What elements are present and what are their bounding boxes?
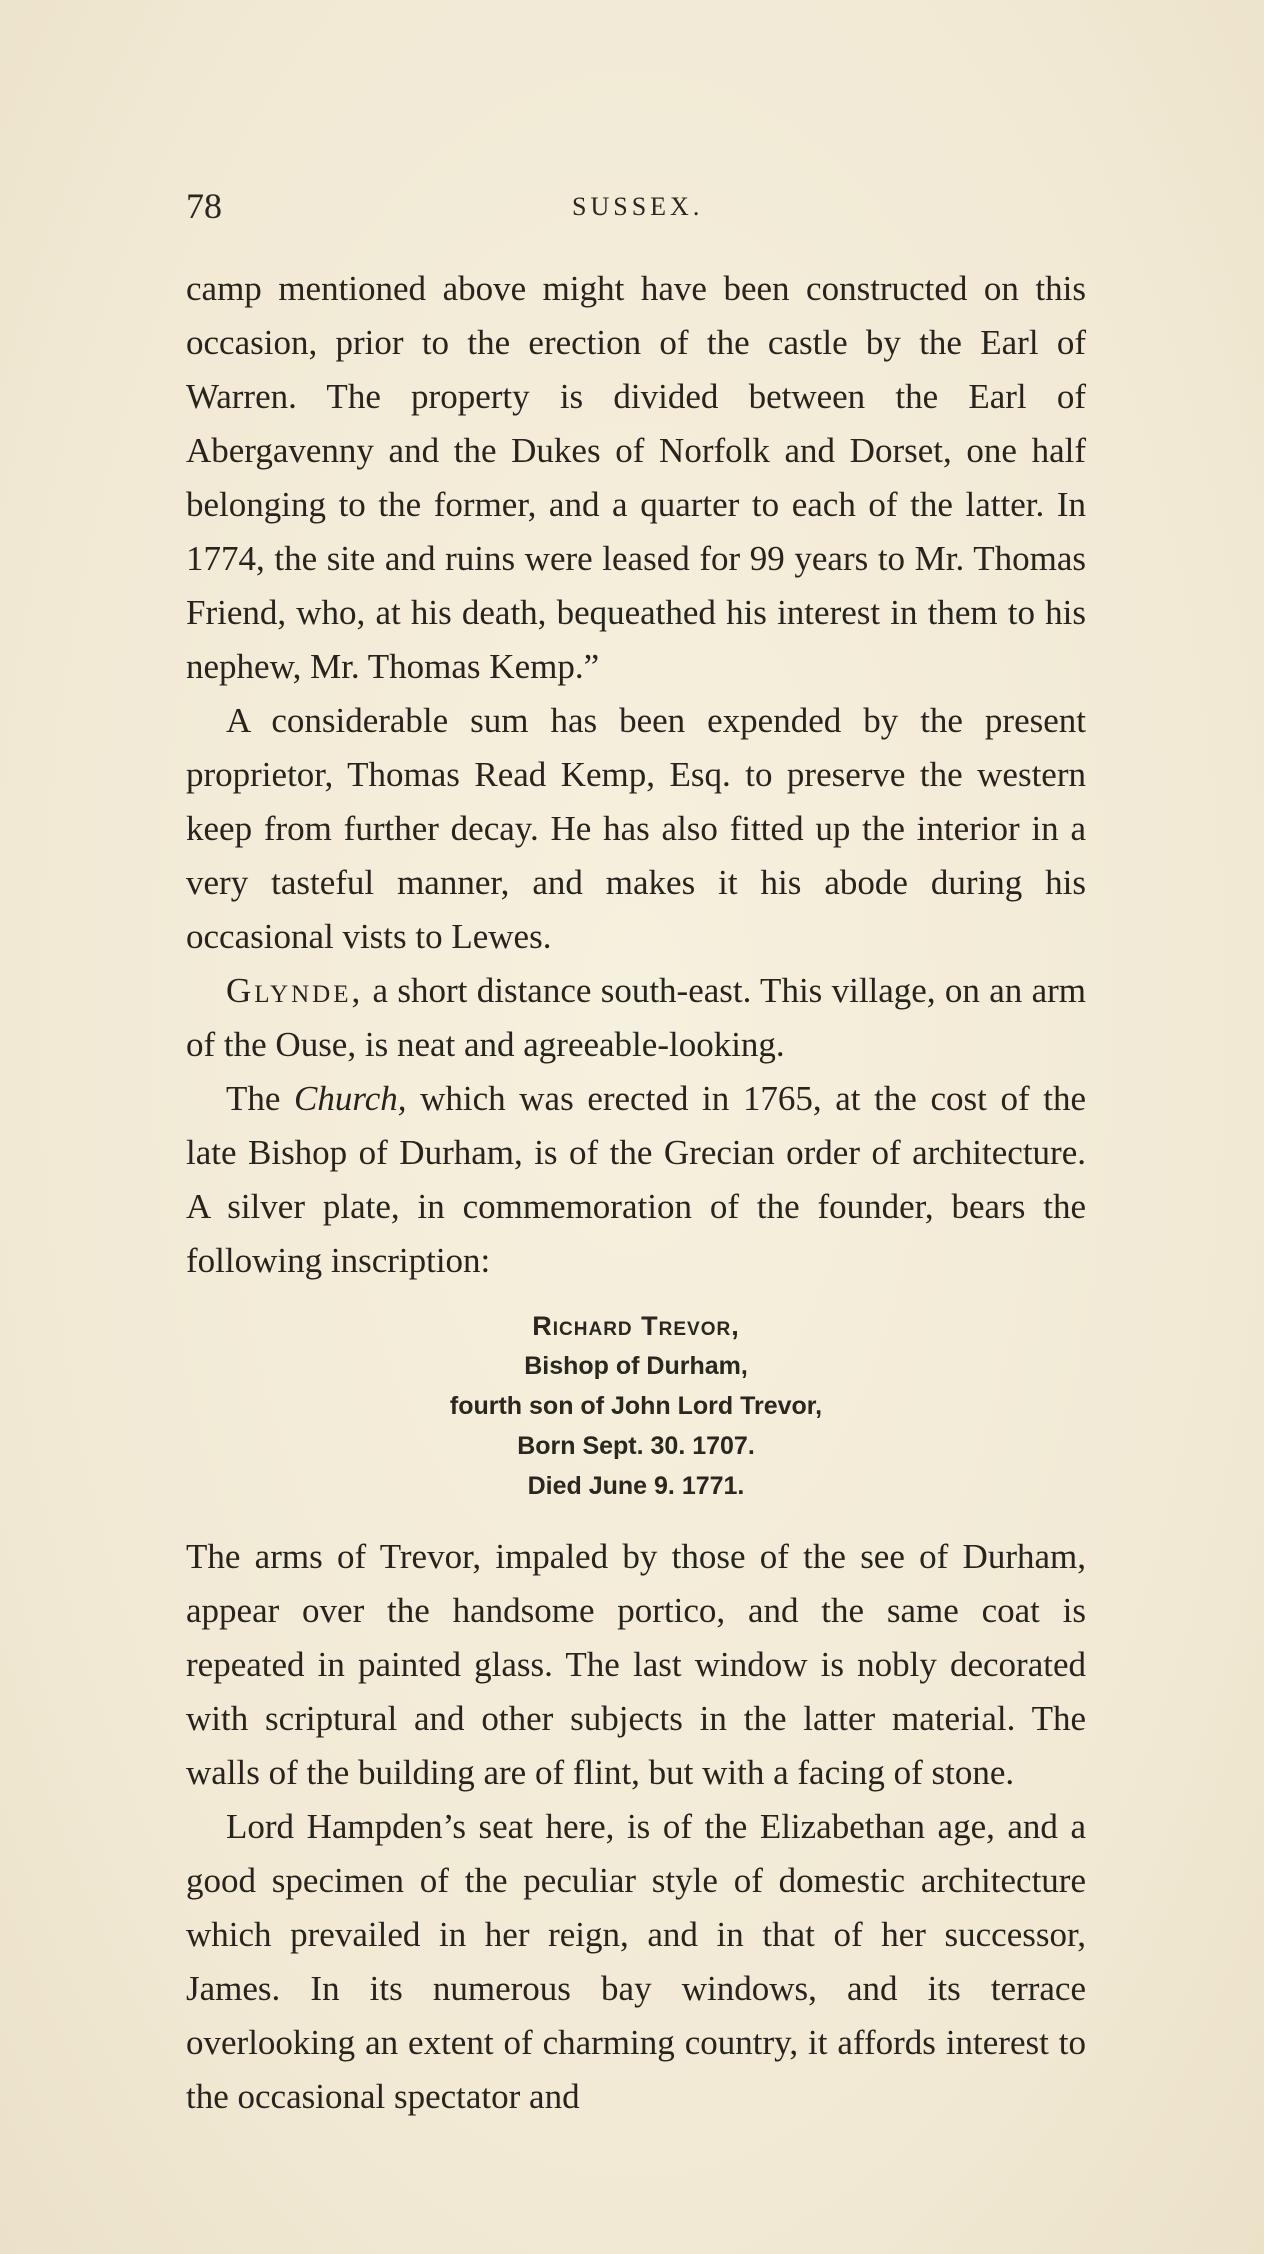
running-head: SUSSEX. (572, 192, 704, 221)
paragraph-6: Lord Hampden’s seat here, is of the Elizabethan age, and a good specimen of the peculiar style of domestic architecture which prevailed in her reign, and in that of her successor, James. In its numerous bay windows, and its terrace overlooking an extent of charming country, it affords interest to the occasional spectator and (186, 1807, 1086, 2116)
inscription-line-4: Born Sept. 30. 1707. (517, 1432, 755, 1460)
inscription-line-2: Bishop of Durham, (524, 1352, 748, 1380)
paragraph-3 (186, 964, 1086, 1072)
page-header (186, 186, 1086, 226)
paragraph-1: camp mentioned above might have been constructed on this occasion, prior to the erection of the castle by the Earl of Warren. The property is divided between the Earl of Abergavenny and the Dukes of Norfolk and Dorset, one half belonging to the former, and a quarter to each of the latter. In 1774, the site and ruins were leased for 99 years to Mr. Thomas Friend, who, at his death, bequeathed his interest in them to his nephew, Mr. Thomas Kemp.” (186, 269, 1086, 686)
inscription-block (186, 1306, 1086, 1506)
paragraph-2: A considerable sum has been expended by the present proprietor, Thomas Read Kemp, Esq. to preserve the western keep from further decay. He has also fitted up the interior in a very tasteful manner, and makes it his abode during his occasional vists to Lewes. (186, 701, 1086, 956)
inscription-line-1: Richard Trevor, (532, 1311, 740, 1341)
body-text (186, 262, 1086, 2124)
page-number: 78 (186, 186, 222, 226)
paragraph-4-start: The (226, 1079, 295, 1118)
paragraph-5: The arms of Trevor, impaled by those of the see of Durham, appear over the handsome portico, and the same coat is repeated in painted glass. The last window is nobly decorated with scriptural and other subjects in the latter material. The walls of the building are of flint, but with a facing of stone. (186, 1537, 1086, 1792)
inscription-line-3: fourth son of John Lord Trevor, (449, 1392, 823, 1420)
paragraph-4 (186, 1072, 1086, 1288)
church-italic: Church, (294, 1079, 407, 1118)
place-name-glynde: Glynde, (226, 971, 364, 1010)
paragraph-3-text: a short distance south-east. This village, on an arm of the Ouse, is neat and agreeable-looking. (186, 971, 1086, 1064)
inscription-line-5: Died June 9. 1771. (527, 1472, 745, 1500)
paragraph-4-text: which was erected in 1765, at the cost of the late Bishop of Durham, is of the Grecian order of architecture. A silver plate, in commemoration of the founder, bears the following inscription: (186, 1079, 1086, 1280)
